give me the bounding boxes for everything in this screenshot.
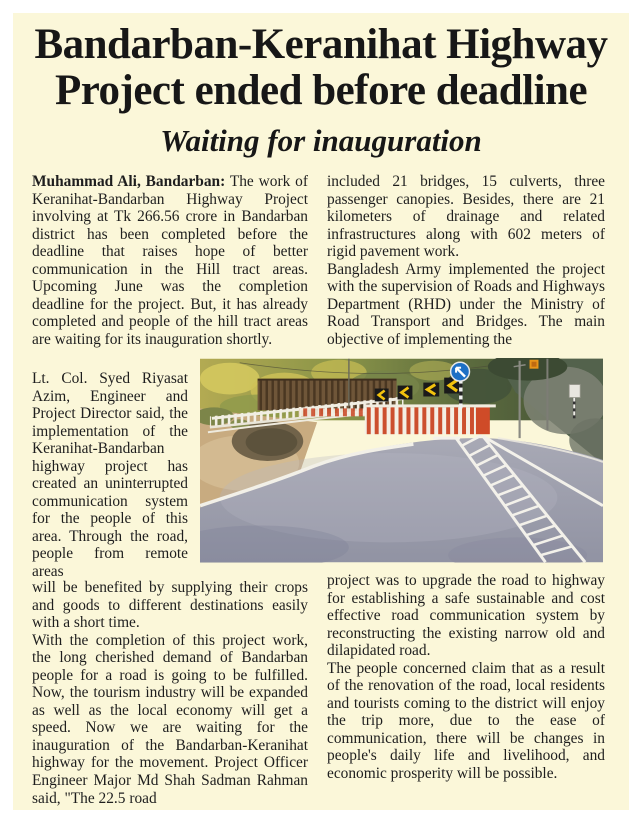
paragraph-2-continued: will be benefited by supplying their crops and goods to different destinations easily with a short time.	[32, 579, 308, 632]
chevron-sign-icon	[423, 383, 439, 397]
paragraph-3-continued: included 21 bridges, 15 culverts, three passenger canopies. Besides, there are 21 kilometers of drainage and related infrastructures along with 602 meters of rigid pavement work.	[327, 173, 605, 261]
paragraph-1-text: The work of Keranihat-Bandarban Highway Project involving at Tk 266.56 crore in Bandarban district has been completed before the deadline that raises hope of better communication in the Hill tract areas. Upcoming June was the completion deadline for the project. But, it has already completed and people of the hill tract areas are waiting for its inauguration shortly.	[32, 173, 308, 348]
left-column-top	[32, 173, 308, 348]
paragraph-3: With the completion of this project work, the long cherished demand of Bandarban people for a road is going to be fulfilled. Now, the tourism industry will be expanded as well as the local economy will get a speed. Now we are waiting for the inauguration of the Bandarban-Keranihat highway for the movement. Project Officer Engineer Major Md Shah Sadman Rahman said, "The 22.5 road	[32, 631, 308, 807]
page-title	[13, 22, 629, 114]
watermark-mark	[530, 360, 539, 369]
headline-line-2: Project ended before deadline	[54, 67, 588, 114]
barrier-end-post	[476, 407, 490, 434]
left-column-bottom	[32, 579, 308, 807]
subheadline: Waiting for inauguration	[160, 123, 482, 158]
paragraph-2-narrow: Lt. Col. Syed Riyasat Azim, Engineer and Project Director said, the implementation of the Keranihat-Bandarban highway project has created an uninterrupted communication system for the people of this area. Through the road, people from remote areas	[32, 370, 188, 581]
byline: Muhammad Ali, Bandarban:	[32, 173, 226, 190]
paragraph-4: Bangladesh Army implemented the project with the supervision of Roads and Highways Department (RHD) under the Ministry of Road Transport and Bridges. The main objective of implementing the	[327, 260, 605, 348]
right-column-bottom	[327, 572, 605, 783]
article-photo	[200, 358, 603, 563]
paragraph-1	[32, 173, 308, 348]
headline-line-1: Bandarban-Keranihat Highway	[34, 21, 608, 68]
left-column-narrow	[32, 370, 188, 581]
chevron-sign-icon	[398, 386, 413, 400]
highway-photo-illustration	[200, 358, 603, 563]
right-column-top	[327, 173, 605, 348]
chevron-sign-icon	[375, 389, 389, 402]
paragraph-5: The people concerned claim that as a result of the renovation of the road, local residents and tourists coming to the district will enjoy the trip more, due to the ease of communication, there will be changes in people's daily life and livelihood, and economic prosperity will be possible.	[327, 659, 605, 783]
paragraph-4-continued: project was to upgrade the road to highway for establishing a safe sustainable and cost effective road communication system by reconstructing the existing narrow old and dilapidated road.	[327, 572, 605, 660]
